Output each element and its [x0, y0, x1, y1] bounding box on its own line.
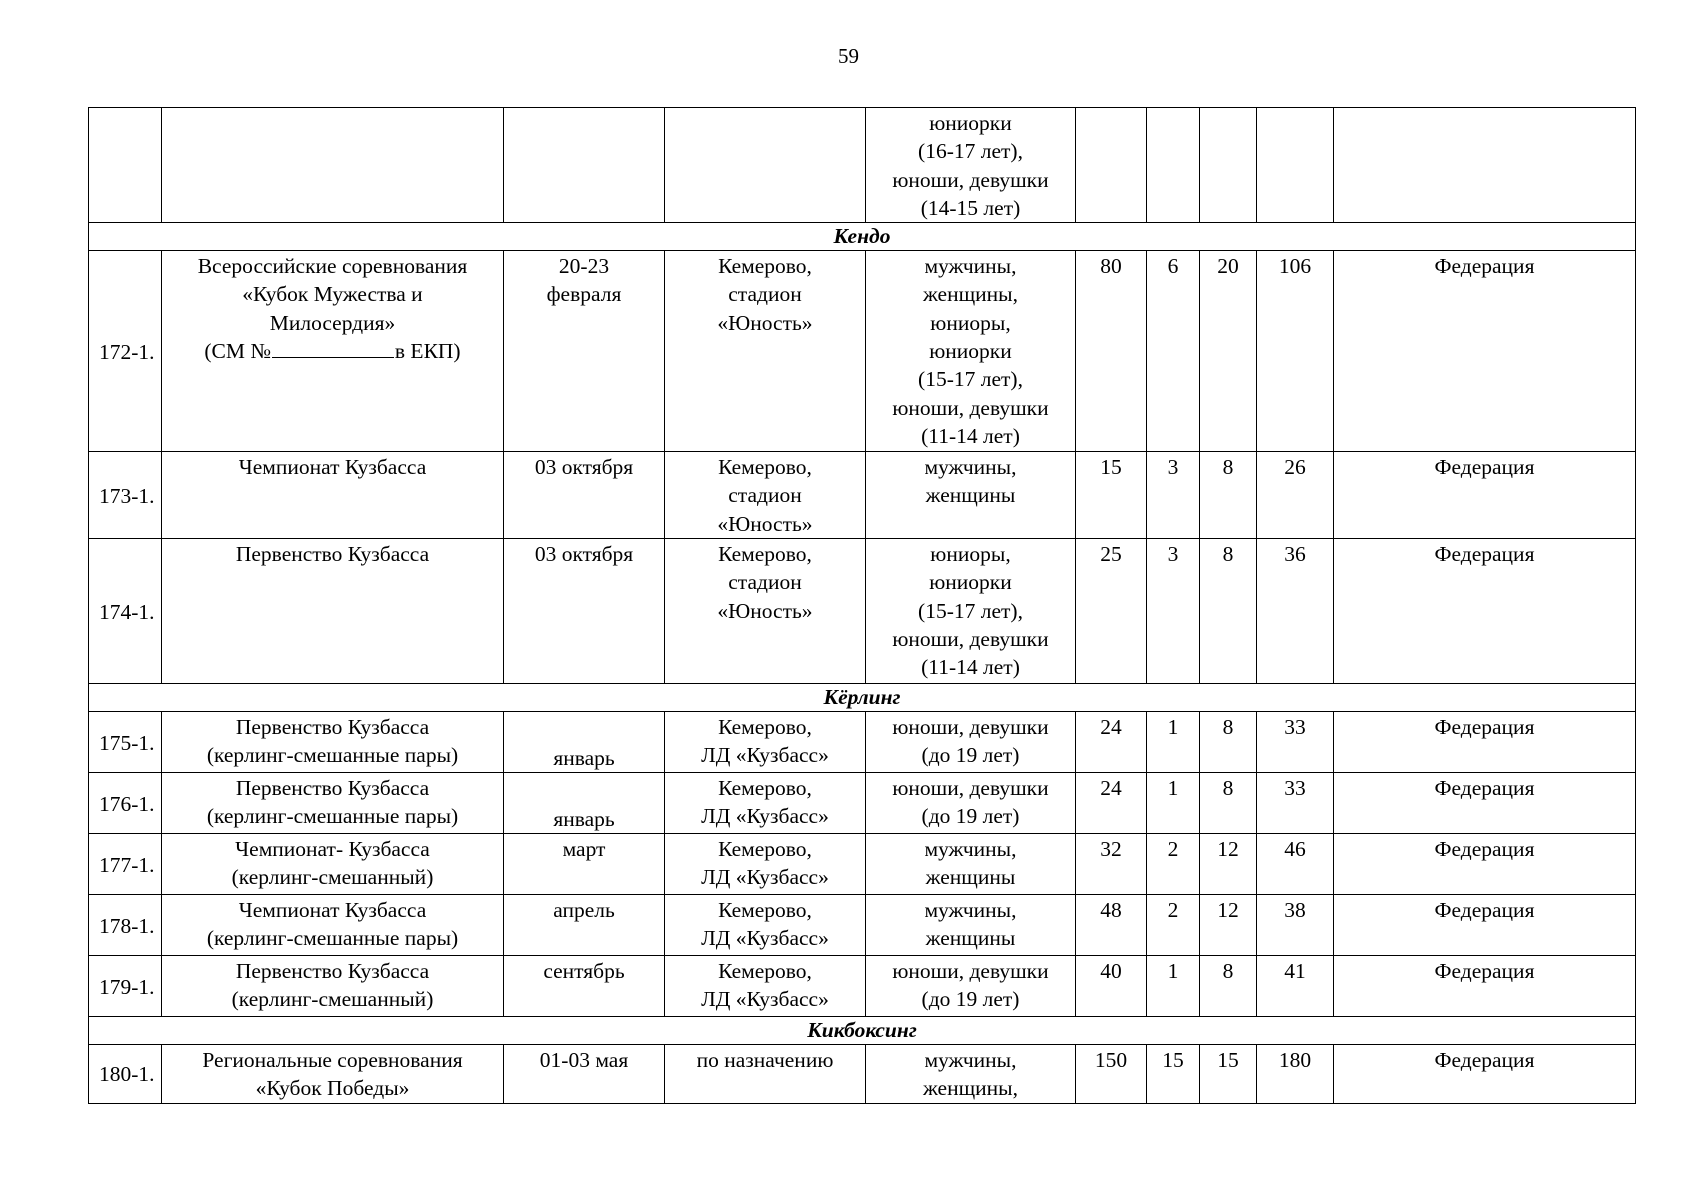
- cell-organizer: Федерация: [1334, 1045, 1636, 1104]
- cell-athletes: 32: [1076, 834, 1147, 895]
- cell-participants: юноши, девушки (до 19 лет): [866, 712, 1076, 773]
- cell-name: [162, 251, 504, 452]
- cell-athletes: 150: [1076, 1045, 1147, 1104]
- cell-participants: мужчины, женщины, юниоры, юниорки (15-17 лет), юноши, девушки (11-14 лет): [866, 251, 1076, 452]
- cell-athletes: 40: [1076, 956, 1147, 1017]
- cell-name: Первенство Кузбасса: [162, 539, 504, 684]
- cell-judges: 12: [1200, 834, 1257, 895]
- cell-number: 179-1.: [89, 956, 162, 1017]
- cell-participants: мужчины, женщины,: [866, 1045, 1076, 1104]
- cell-athletes: 25: [1076, 539, 1147, 684]
- cell-organizer: [1334, 108, 1636, 223]
- cell-date: 03 октября: [504, 452, 665, 539]
- section-title-curling: Кёрлинг: [89, 684, 1636, 712]
- cell-place: Кемерово, ЛД «Кузбасс»: [665, 895, 866, 956]
- cell-name: Чемпионат- Кузбасса (керлинг-смешанный): [162, 834, 504, 895]
- cell-coaches: 2: [1147, 834, 1200, 895]
- cell-name: Чемпионат Кузбасса (керлинг-смешанные пары): [162, 895, 504, 956]
- table-row: [89, 251, 1636, 452]
- section-title-kickboxing: Кикбоксинг: [89, 1017, 1636, 1045]
- page-number: 59: [838, 44, 859, 68]
- cell-judges: 8: [1200, 773, 1257, 834]
- cell-place: Кемерово, стадион «Юность»: [665, 539, 866, 684]
- table-row: [89, 539, 1636, 684]
- cell-organizer: Федерация: [1334, 834, 1636, 895]
- cell-total: 26: [1257, 452, 1334, 539]
- cell-judges: 8: [1200, 539, 1257, 684]
- cell-judges: 8: [1200, 956, 1257, 1017]
- cell-coaches: 2: [1147, 895, 1200, 956]
- table-row: [89, 895, 1636, 956]
- table-row: [89, 1045, 1636, 1104]
- table-row: [89, 452, 1636, 539]
- cell-total: 41: [1257, 956, 1334, 1017]
- cell-total: 38: [1257, 895, 1334, 956]
- cell-number: 180-1.: [89, 1045, 162, 1104]
- table-row: [89, 712, 1636, 773]
- cell-number: 176-1.: [89, 773, 162, 834]
- cell-participants: мужчины, женщины: [866, 895, 1076, 956]
- cell-participants: мужчины, женщины: [866, 452, 1076, 539]
- cell-date: апрель: [504, 895, 665, 956]
- cell-name: Первенство Кузбасса (керлинг-смешанные пары): [162, 712, 504, 773]
- cell-name: Первенство Кузбасса (керлинг-смешанные пары): [162, 773, 504, 834]
- cell-athletes: 48: [1076, 895, 1147, 956]
- section-header-row: [89, 223, 1636, 251]
- cell-athletes: 24: [1076, 773, 1147, 834]
- cell-participants: юноши, девушки (до 19 лет): [866, 773, 1076, 834]
- cell-name: Региональные соревнования «Кубок Победы»: [162, 1045, 504, 1104]
- cell-organizer: Федерация: [1334, 895, 1636, 956]
- name-prefix: Всероссийские соревнования «Кубок Мужества и Милосердия» (СМ №: [197, 254, 468, 364]
- cell-place: Кемерово, ЛД «Кузбасс»: [665, 956, 866, 1017]
- cell-organizer: Федерация: [1334, 251, 1636, 452]
- cell-number: 178-1.: [89, 895, 162, 956]
- cell-number: [89, 108, 162, 223]
- cell-place: Кемерово, ЛД «Кузбасс»: [665, 834, 866, 895]
- cell-name: Чемпионат Кузбасса: [162, 452, 504, 539]
- cell-judges: 12: [1200, 895, 1257, 956]
- cell-coaches: 1: [1147, 956, 1200, 1017]
- cell-judges: 15: [1200, 1045, 1257, 1104]
- cell-date: 01-03 мая: [504, 1045, 665, 1104]
- cell-place: Кемерово, стадион «Юность»: [665, 452, 866, 539]
- section-header-row: [89, 684, 1636, 712]
- section-header-row: [89, 1017, 1636, 1045]
- cell-judges: 20: [1200, 251, 1257, 452]
- cell-date: март: [504, 834, 665, 895]
- cell-total: 180: [1257, 1045, 1334, 1104]
- cell-athletes: 24: [1076, 712, 1147, 773]
- name-suffix: в ЕКП): [394, 339, 461, 364]
- cell-organizer: Федерация: [1334, 956, 1636, 1017]
- cell-place: Кемерово, стадион «Юность»: [665, 251, 866, 452]
- cell-date: январь: [504, 773, 665, 834]
- cell-number: 173-1.: [89, 452, 162, 539]
- cell-coaches: 1: [1147, 773, 1200, 834]
- cell-number: 174-1.: [89, 539, 162, 684]
- cell-participants: юниоры, юниорки (15-17 лет), юноши, девушки (11-14 лет): [866, 539, 1076, 684]
- cell-number: 177-1.: [89, 834, 162, 895]
- cell-coaches: [1147, 108, 1200, 223]
- cell-number: 172-1.: [89, 251, 162, 452]
- cell-total: 36: [1257, 539, 1334, 684]
- cell-organizer: Федерация: [1334, 712, 1636, 773]
- cell-judges: 8: [1200, 712, 1257, 773]
- cell-total: [1257, 108, 1334, 223]
- cell-date: 03 октября: [504, 539, 665, 684]
- cell-coaches: 1: [1147, 712, 1200, 773]
- cell-coaches: 3: [1147, 539, 1200, 684]
- cell-athletes: 15: [1076, 452, 1147, 539]
- cell-total: 106: [1257, 251, 1334, 452]
- cell-organizer: Федерация: [1334, 452, 1636, 539]
- cell-date: январь: [504, 712, 665, 773]
- competition-schedule-table: [88, 107, 1636, 1104]
- cell-date: сентябрь: [504, 956, 665, 1017]
- cell-total: 46: [1257, 834, 1334, 895]
- cell-athletes: 80: [1076, 251, 1147, 452]
- table-row: [89, 956, 1636, 1017]
- cell-place: Кемерово, ЛД «Кузбасс»: [665, 773, 866, 834]
- cell-organizer: Федерация: [1334, 539, 1636, 684]
- cell-coaches: 15: [1147, 1045, 1200, 1104]
- cell-athletes: [1076, 108, 1147, 223]
- cell-coaches: 6: [1147, 251, 1200, 452]
- cell-number: 175-1.: [89, 712, 162, 773]
- cell-participants: юноши, девушки (до 19 лет): [866, 956, 1076, 1017]
- cell-date: 20-23 февраля: [504, 251, 665, 452]
- blank-fill-line: [272, 339, 394, 358]
- section-title-kendo: Кендо: [89, 223, 1636, 251]
- cell-place: по назначению: [665, 1045, 866, 1104]
- cell-total: 33: [1257, 712, 1334, 773]
- table-row: [89, 773, 1636, 834]
- cell-total: 33: [1257, 773, 1334, 834]
- cell-date: [504, 108, 665, 223]
- table-row-continuation: [89, 108, 1636, 223]
- table-row: [89, 834, 1636, 895]
- cell-place: [665, 108, 866, 223]
- cell-participants: мужчины, женщины: [866, 834, 1076, 895]
- cell-coaches: 3: [1147, 452, 1200, 539]
- cell-judges: [1200, 108, 1257, 223]
- cell-participants: юниорки (16-17 лет), юноши, девушки (14-15 лет): [866, 108, 1076, 223]
- cell-judges: 8: [1200, 452, 1257, 539]
- cell-organizer: Федерация: [1334, 773, 1636, 834]
- cell-name: [162, 108, 504, 223]
- cell-name: Первенство Кузбасса (керлинг-смешанный): [162, 956, 504, 1017]
- cell-place: Кемерово, ЛД «Кузбасс»: [665, 712, 866, 773]
